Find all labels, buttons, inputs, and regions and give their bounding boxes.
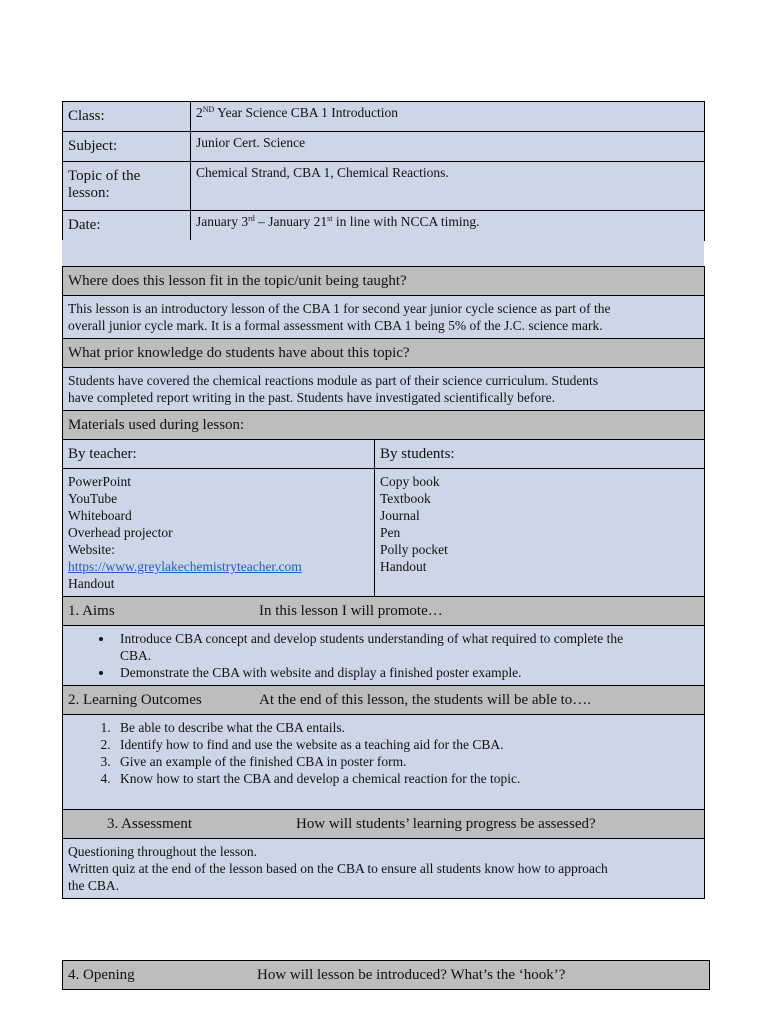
outcomes-label: 2. Learning Outcomes <box>68 691 202 708</box>
list-item: Pen <box>380 525 401 540</box>
outcomes-heading <box>63 686 705 715</box>
list-item: • Introduce CBA concept and develop students understanding of what required to complete the CBA. <box>114 630 699 664</box>
by-students-heading: By students: <box>375 440 705 469</box>
assessment-body-row <box>63 839 705 899</box>
outcomes-heading-row <box>63 686 705 715</box>
opening-heading <box>63 961 710 990</box>
materials-heading-row <box>63 411 705 440</box>
assessment-heading <box>63 810 705 839</box>
fit-heading-row <box>63 267 705 296</box>
list-item: 4. Know how to start the CBA and develop a chemical reaction for the topic. <box>114 770 699 787</box>
list-item: 1. Be able to describe what the CBA entails. <box>114 719 699 736</box>
lesson-info-table <box>62 101 705 241</box>
opening-prompt: How will lesson be introduced? What’s the ‘hook’? <box>257 966 566 983</box>
list-item: 2. Identify how to find and use the website as a teaching aid for the CBA. <box>114 736 699 753</box>
list-item: 3. Give an example of the finished CBA in poster form. <box>114 753 699 770</box>
prior-heading-row <box>63 339 705 368</box>
date-value: January 3rd – January 21st in line with NCCA timing. <box>191 211 705 241</box>
list-item: Polly pocket <box>380 542 448 557</box>
outcomes-body-row <box>63 715 705 810</box>
materials-list-row <box>63 469 705 597</box>
assessment-prompt: How will students’ learning progress be assessed? <box>296 815 596 832</box>
list-item: Copy book <box>380 474 440 489</box>
fit-heading: Where does this lesson fit in the topic/unit being taught? <box>63 267 705 296</box>
prior-body-row <box>63 368 705 411</box>
opening-label: 4. Opening <box>68 966 135 983</box>
assessment-heading-row <box>63 810 705 839</box>
list-item: Website: <box>68 542 115 557</box>
fit-body: This lesson is an introductory lesson of the CBA 1 for second year junior cycle science as part of the overall junior cycle mark. It is a formal assessment with CBA 1 being 5% of the J.C. science mark. <box>63 296 705 339</box>
lesson-plan-table <box>62 266 705 899</box>
outcomes-prompt: At the end of this lesson, the students will be able to…. <box>259 691 592 708</box>
class-label: Class: <box>63 102 191 132</box>
aims-heading-row <box>63 597 705 626</box>
list-item: Overhead projector <box>68 525 173 540</box>
subject-value: Junior Cert. Science <box>191 132 705 162</box>
section-spacer <box>62 240 704 266</box>
fit-body-row <box>63 296 705 339</box>
class-value: 2ND Year Science CBA 1 Introduction <box>191 102 705 132</box>
teacher-materials-list <box>63 469 375 597</box>
outcomes-body <box>63 715 705 810</box>
prior-body: Students have covered the chemical reactions module as part of their science curriculum. Students have completed report writing in the past. Students have investigated scientifically before. <box>63 368 705 411</box>
topic-value: Chemical Strand, CBA 1, Chemical Reactions. <box>191 162 705 211</box>
list-item: PowerPoint <box>68 474 132 489</box>
aims-body-row <box>63 626 705 686</box>
by-teacher-heading: By teacher: <box>63 440 375 469</box>
aims-prompt: In this lesson I will promote… <box>259 602 443 619</box>
list-item: Handout <box>68 576 115 591</box>
website-link[interactable]: https://www.greylakechemistryteacher.com <box>68 559 302 574</box>
topic-label: Topic of the lesson: <box>63 162 191 211</box>
date-row <box>63 211 705 241</box>
student-materials-list <box>375 469 705 597</box>
list-item: Handout <box>380 559 427 574</box>
list-item: • Demonstrate the CBA with website and display a finished poster example. <box>114 664 699 681</box>
list-item: Textbook <box>380 491 431 506</box>
subject-label: Subject: <box>63 132 191 162</box>
date-label: Date: <box>63 211 191 241</box>
prior-heading: What prior knowledge do students have about this topic? <box>63 339 705 368</box>
topic-row <box>63 162 705 211</box>
materials-subheading-row <box>63 440 705 469</box>
list-item: Journal <box>380 508 420 523</box>
list-item: YouTube <box>68 491 118 506</box>
assessment-label: 3. Assessment <box>107 815 193 832</box>
list-item: Whiteboard <box>68 508 132 523</box>
opening-table <box>62 960 710 990</box>
aims-label: 1. Aims <box>68 602 115 619</box>
aims-heading <box>63 597 705 626</box>
assessment-body: Questioning throughout the lesson. Written quiz at the end of the lesson based on the CBA to ensure all students know how to approach the CBA. <box>63 839 705 899</box>
opening-heading-row <box>63 961 710 990</box>
aims-body <box>63 626 705 686</box>
class-row <box>63 102 705 132</box>
subject-row <box>63 132 705 162</box>
materials-heading: Materials used during lesson: <box>63 411 705 440</box>
